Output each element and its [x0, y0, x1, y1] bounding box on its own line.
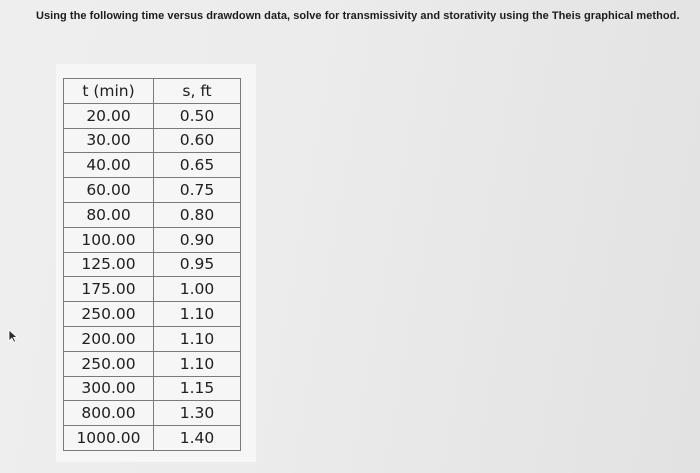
table-row	[64, 351, 241, 376]
drawdown-cell: 1.00	[154, 277, 241, 302]
drawdown-cell: 0.60	[154, 128, 241, 153]
table-row	[64, 326, 241, 351]
time-cell: 1000.00	[64, 426, 154, 451]
time-cell: 20.00	[64, 103, 154, 128]
time-cell: 80.00	[64, 202, 154, 227]
table-row	[64, 376, 241, 401]
time-cell: 40.00	[64, 153, 154, 178]
header-time: t (min)	[64, 79, 154, 104]
header-drawdown: s, ft	[154, 79, 241, 104]
table-row	[64, 426, 241, 451]
table-row	[64, 153, 241, 178]
question-text: Using the following time versus drawdown data, solve for transmissivity and storativity using the Theis graphical method.	[36, 10, 680, 22]
table-row	[64, 401, 241, 426]
drawdown-cell: 1.10	[154, 302, 241, 327]
time-cell: 100.00	[64, 227, 154, 252]
time-cell: 250.00	[64, 302, 154, 327]
table-row	[64, 178, 241, 203]
drawdown-cell: 1.40	[154, 426, 241, 451]
drawdown-cell: 0.65	[154, 153, 241, 178]
drawdown-cell: 1.10	[154, 326, 241, 351]
mouse-pointer-icon	[8, 329, 20, 343]
table-row	[64, 227, 241, 252]
time-cell: 175.00	[64, 277, 154, 302]
drawdown-cell: 0.50	[154, 103, 241, 128]
drawdown-cell: 0.80	[154, 202, 241, 227]
table-row	[64, 252, 241, 277]
drawdown-cell: 0.95	[154, 252, 241, 277]
drawdown-cell: 0.75	[154, 178, 241, 203]
time-cell: 250.00	[64, 351, 154, 376]
table-row	[64, 302, 241, 327]
drawdown-cell: 1.30	[154, 401, 241, 426]
table-row	[64, 277, 241, 302]
table-row	[64, 202, 241, 227]
time-cell: 125.00	[64, 252, 154, 277]
drawdown-cell: 1.10	[154, 351, 241, 376]
table-row	[64, 103, 241, 128]
table-body	[64, 103, 241, 450]
time-cell: 30.00	[64, 128, 154, 153]
table-header-row	[64, 79, 241, 104]
drawdown-cell: 1.15	[154, 376, 241, 401]
time-cell: 300.00	[64, 376, 154, 401]
table-row	[64, 128, 241, 153]
drawdown-cell: 0.90	[154, 227, 241, 252]
time-cell: 60.00	[64, 178, 154, 203]
drawdown-data-table	[63, 78, 241, 451]
time-cell: 200.00	[64, 326, 154, 351]
time-cell: 800.00	[64, 401, 154, 426]
data-table-card	[56, 64, 256, 462]
